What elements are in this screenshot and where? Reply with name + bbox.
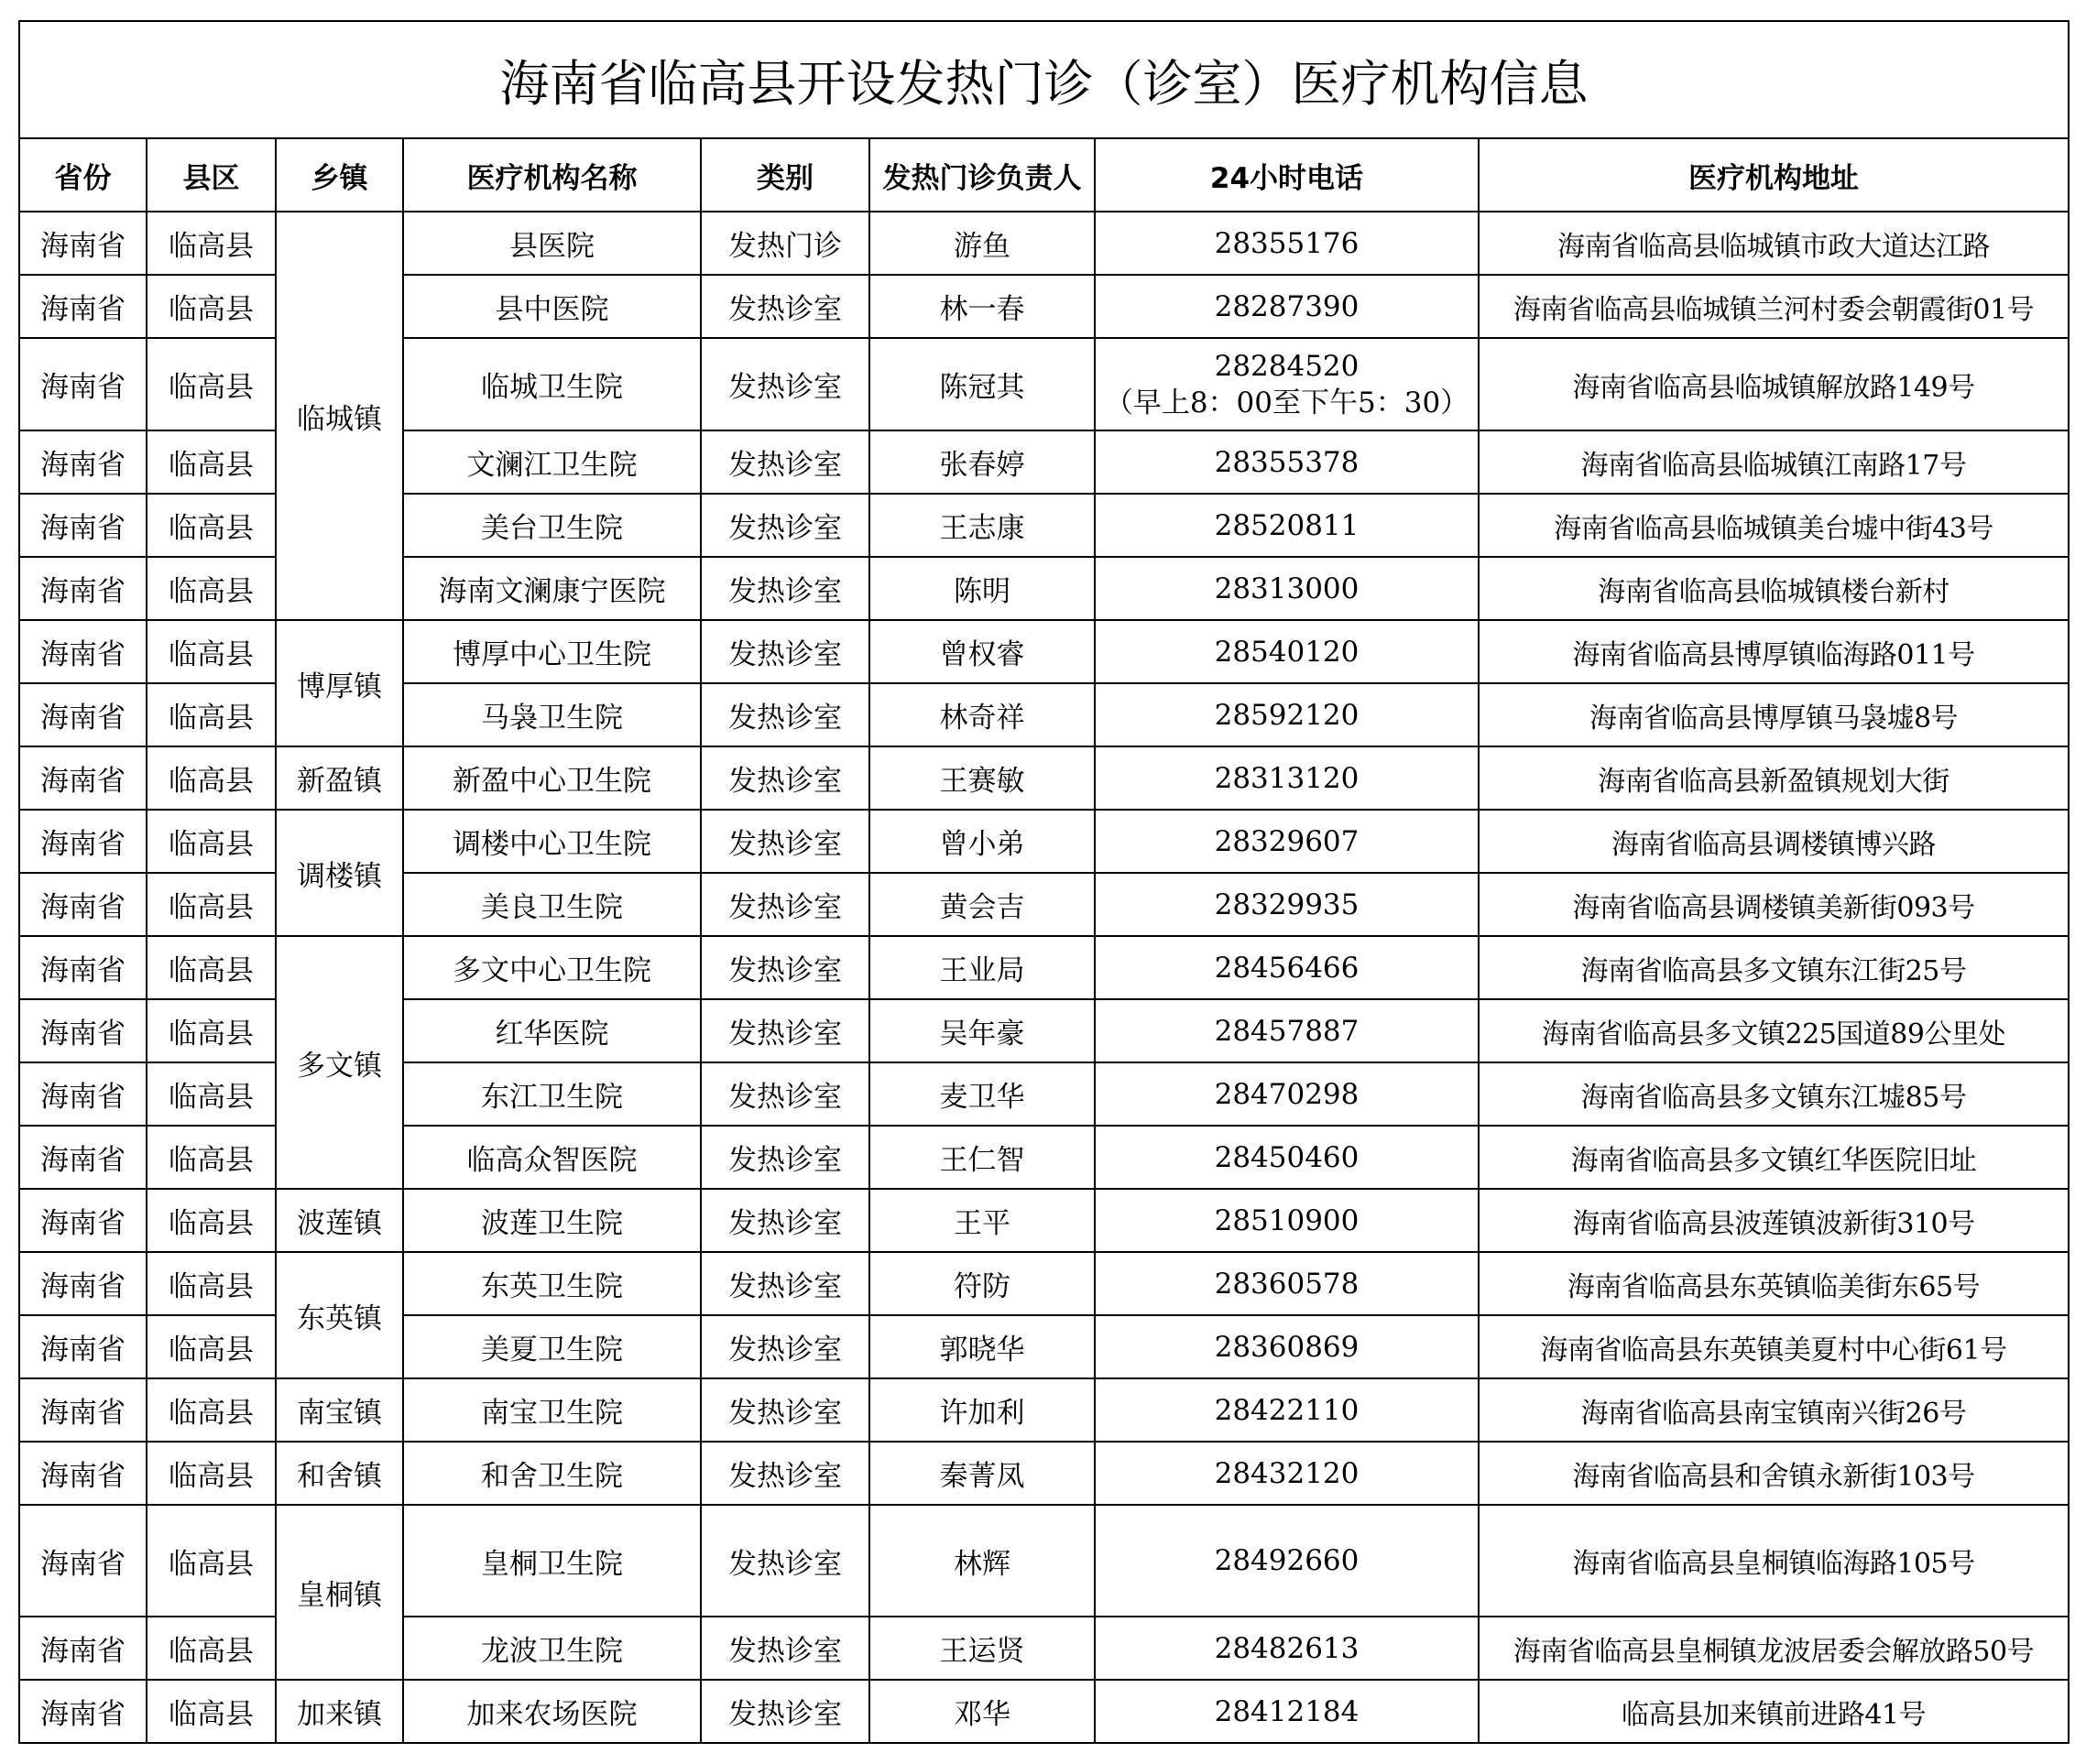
- phone-cell: 28492660: [1095, 1505, 1479, 1617]
- category-cell: 发热诊室: [701, 1617, 869, 1680]
- county-cell: 临高县: [147, 1378, 276, 1442]
- fever-clinic-table: [18, 20, 2070, 1744]
- category-cell: 发热诊室: [701, 1442, 869, 1505]
- person-cell: 游鱼: [869, 212, 1095, 275]
- category-cell: 发热诊室: [701, 1680, 869, 1743]
- category-cell: 发热诊室: [701, 275, 869, 338]
- table-body: [19, 212, 2069, 1743]
- institution-name-cell: 和舍卫生院: [403, 1442, 701, 1505]
- town-cell: 东英镇: [276, 1252, 403, 1378]
- institution-name-cell: 美良卫生院: [403, 873, 701, 936]
- province-cell: 海南省: [19, 1680, 147, 1743]
- town-cell: 博厚镇: [276, 620, 403, 746]
- table-row: [19, 1505, 2069, 1617]
- county-cell: 临高县: [147, 1505, 276, 1617]
- address-cell: 海南省临高县博厚镇临海路011号: [1479, 620, 2069, 683]
- category-cell: 发热诊室: [701, 1062, 869, 1126]
- address-cell: 海南省临高县调楼镇美新街093号: [1479, 873, 2069, 936]
- person-cell: 林奇祥: [869, 683, 1095, 746]
- table-row: [19, 746, 2069, 810]
- province-cell: 海南省: [19, 338, 147, 430]
- category-cell: 发热诊室: [701, 1126, 869, 1189]
- phone-number: 28284520: [1214, 349, 1360, 383]
- province-cell: 海南省: [19, 1617, 147, 1680]
- province-cell: 海南省: [19, 873, 147, 936]
- institution-name-cell: 临高众智医院: [403, 1126, 701, 1189]
- category-cell: 发热诊室: [701, 936, 869, 999]
- category-cell: 发热诊室: [701, 494, 869, 557]
- phone-cell: 28329607: [1095, 810, 1479, 873]
- header-institution-name: 医疗机构名称: [403, 138, 701, 212]
- address-cell: 海南省临高县东英镇美夏村中心街61号: [1479, 1315, 2069, 1378]
- institution-name-cell: 博厚中心卫生院: [403, 620, 701, 683]
- town-cell: 临城镇: [276, 212, 403, 620]
- institution-name-cell: 文澜江卫生院: [403, 430, 701, 494]
- province-cell: 海南省: [19, 557, 147, 620]
- county-cell: 临高县: [147, 810, 276, 873]
- phone-cell: 28592120: [1095, 683, 1479, 746]
- phone-cell: 28450460: [1095, 1126, 1479, 1189]
- category-cell: 发热诊室: [701, 873, 869, 936]
- address-cell: 海南省临高县南宝镇南兴街26号: [1479, 1378, 2069, 1442]
- category-cell: 发热诊室: [701, 557, 869, 620]
- institution-name-cell: 东英卫生院: [403, 1252, 701, 1315]
- county-cell: 临高县: [147, 275, 276, 338]
- institution-name-cell: 临城卫生院: [403, 338, 701, 430]
- person-cell: 黄会吉: [869, 873, 1095, 936]
- table-row: [19, 620, 2069, 683]
- address-cell: 海南省临高县东英镇临美街东65号: [1479, 1252, 2069, 1315]
- county-cell: 临高县: [147, 494, 276, 557]
- county-cell: 临高县: [147, 557, 276, 620]
- header-county: 县区: [147, 138, 276, 212]
- institution-name-cell: 调楼中心卫生院: [403, 810, 701, 873]
- category-cell: 发热诊室: [701, 999, 869, 1062]
- header-phone: 24小时电话: [1095, 138, 1479, 212]
- province-cell: 海南省: [19, 1378, 147, 1442]
- address-cell: 海南省临高县波莲镇波新街310号: [1479, 1189, 2069, 1252]
- phone-cell: 28360869: [1095, 1315, 1479, 1378]
- category-cell: 发热诊室: [701, 1315, 869, 1378]
- phone-cell: 28355176: [1095, 212, 1479, 275]
- person-cell: 张春婷: [869, 430, 1095, 494]
- institution-name-cell: 县医院: [403, 212, 701, 275]
- table-row: [19, 212, 2069, 275]
- category-cell: 发热诊室: [701, 1505, 869, 1617]
- institution-name-cell: 马袅卫生院: [403, 683, 701, 746]
- province-cell: 海南省: [19, 620, 147, 683]
- province-cell: 海南省: [19, 810, 147, 873]
- phone-cell: 28422110: [1095, 1378, 1479, 1442]
- province-cell: 海南省: [19, 212, 147, 275]
- person-cell: 符防: [869, 1252, 1095, 1315]
- phone-cell: 28456466: [1095, 936, 1479, 999]
- province-cell: 海南省: [19, 1062, 147, 1126]
- county-cell: 临高县: [147, 1126, 276, 1189]
- institution-name-cell: 美台卫生院: [403, 494, 701, 557]
- person-cell: 王平: [869, 1189, 1095, 1252]
- category-cell: 发热诊室: [701, 620, 869, 683]
- person-cell: 陈明: [869, 557, 1095, 620]
- category-cell: 发热诊室: [701, 430, 869, 494]
- table-row: [19, 936, 2069, 999]
- province-cell: 海南省: [19, 494, 147, 557]
- page-title: 海南省临高县开设发热门诊（诊室）医疗机构信息: [19, 21, 2069, 138]
- institution-name-cell: 新盈中心卫生院: [403, 746, 701, 810]
- address-cell: 海南省临高县多文镇东江墟85号: [1479, 1062, 2069, 1126]
- category-cell: 发热诊室: [701, 1252, 869, 1315]
- institution-name-cell: 多文中心卫生院: [403, 936, 701, 999]
- category-cell: 发热诊室: [701, 1378, 869, 1442]
- county-cell: 临高县: [147, 1442, 276, 1505]
- category-cell: 发热门诊: [701, 212, 869, 275]
- person-cell: 秦菁凤: [869, 1442, 1095, 1505]
- person-cell: 王仁智: [869, 1126, 1095, 1189]
- county-cell: 临高县: [147, 683, 276, 746]
- county-cell: 临高县: [147, 1189, 276, 1252]
- phone-cell: 28432120: [1095, 1442, 1479, 1505]
- county-cell: 临高县: [147, 212, 276, 275]
- county-cell: 临高县: [147, 430, 276, 494]
- phone-cell: 28313120: [1095, 746, 1479, 810]
- address-cell: 海南省临高县临城镇江南路17号: [1479, 430, 2069, 494]
- person-cell: 许加利: [869, 1378, 1095, 1442]
- institution-name-cell: 海南文澜康宁医院: [403, 557, 701, 620]
- table-row: [19, 1680, 2069, 1743]
- province-cell: 海南省: [19, 1189, 147, 1252]
- institution-name-cell: 龙波卫生院: [403, 1617, 701, 1680]
- address-cell: 海南省临高县博厚镇马袅墟8号: [1479, 683, 2069, 746]
- person-cell: 陈冠其: [869, 338, 1095, 430]
- category-cell: 发热诊室: [701, 338, 869, 430]
- address-cell: 海南省临高县临城镇市政大道达江路: [1479, 212, 2069, 275]
- table-row: [19, 1252, 2069, 1315]
- phone-cell: 28510900: [1095, 1189, 1479, 1252]
- province-cell: 海南省: [19, 1442, 147, 1505]
- person-cell: 吴年豪: [869, 999, 1095, 1062]
- phone-cell: 28520811: [1095, 494, 1479, 557]
- county-cell: 临高县: [147, 1617, 276, 1680]
- town-cell: 和舍镇: [276, 1442, 403, 1505]
- county-cell: 临高县: [147, 936, 276, 999]
- town-cell: 调楼镇: [276, 810, 403, 936]
- person-cell: 王志康: [869, 494, 1095, 557]
- institution-name-cell: 东江卫生院: [403, 1062, 701, 1126]
- header-person-in-charge: 发热门诊负责人: [869, 138, 1095, 212]
- institution-name-cell: 美夏卫生院: [403, 1315, 701, 1378]
- address-cell: 海南省临高县临城镇兰河村委会朝霞街01号: [1479, 275, 2069, 338]
- county-cell: 临高县: [147, 1252, 276, 1315]
- person-cell: 王业局: [869, 936, 1095, 999]
- province-cell: 海南省: [19, 746, 147, 810]
- province-cell: 海南省: [19, 936, 147, 999]
- province-cell: 海南省: [19, 430, 147, 494]
- address-cell: 海南省临高县调楼镇博兴路: [1479, 810, 2069, 873]
- address-cell: 海南省临高县临城镇楼台新村: [1479, 557, 2069, 620]
- institution-name-cell: 皇桐卫生院: [403, 1505, 701, 1617]
- person-cell: 曾小弟: [869, 810, 1095, 873]
- province-cell: 海南省: [19, 683, 147, 746]
- province-cell: 海南省: [19, 999, 147, 1062]
- county-cell: 临高县: [147, 1315, 276, 1378]
- province-cell: 海南省: [19, 1505, 147, 1617]
- phone-cell: 28457887: [1095, 999, 1479, 1062]
- town-cell: 南宝镇: [276, 1378, 403, 1442]
- county-cell: 临高县: [147, 338, 276, 430]
- address-cell: 海南省临高县临城镇美台墟中街43号: [1479, 494, 2069, 557]
- person-cell: 郭晓华: [869, 1315, 1095, 1378]
- person-cell: 麦卫华: [869, 1062, 1095, 1126]
- phone-cell: 28355378: [1095, 430, 1479, 494]
- table-row: [19, 810, 2069, 873]
- address-cell: 海南省临高县多文镇东江街25号: [1479, 936, 2069, 999]
- address-cell: 海南省临高县皇桐镇临海路105号: [1479, 1505, 2069, 1617]
- county-cell: 临高县: [147, 873, 276, 936]
- county-cell: 临高县: [147, 620, 276, 683]
- county-cell: 临高县: [147, 746, 276, 810]
- category-cell: 发热诊室: [701, 746, 869, 810]
- institution-name-cell: 加来农场医院: [403, 1680, 701, 1743]
- address-cell: 临高县加来镇前进路41号: [1479, 1680, 2069, 1743]
- province-cell: 海南省: [19, 1126, 147, 1189]
- person-cell: 邓华: [869, 1680, 1095, 1743]
- province-cell: 海南省: [19, 275, 147, 338]
- address-cell: 海南省临高县新盈镇规划大街: [1479, 746, 2069, 810]
- address-cell: 海南省临高县和舍镇永新街103号: [1479, 1442, 2069, 1505]
- person-cell: 曾权睿: [869, 620, 1095, 683]
- phone-cell: 28360578: [1095, 1252, 1479, 1315]
- town-cell: 皇桐镇: [276, 1505, 403, 1680]
- province-cell: 海南省: [19, 1252, 147, 1315]
- category-cell: 发热诊室: [701, 810, 869, 873]
- table-row: [19, 1189, 2069, 1252]
- header-row: [19, 138, 2069, 212]
- phone-cell: 28329935: [1095, 873, 1479, 936]
- town-cell: 多文镇: [276, 936, 403, 1189]
- person-cell: 王赛敏: [869, 746, 1095, 810]
- institution-name-cell: 南宝卫生院: [403, 1378, 701, 1442]
- category-cell: 发热诊室: [701, 683, 869, 746]
- table-row: [19, 1378, 2069, 1442]
- province-cell: 海南省: [19, 1315, 147, 1378]
- institution-name-cell: 红华医院: [403, 999, 701, 1062]
- phone-cell: 28482613: [1095, 1617, 1479, 1680]
- address-cell: 海南省临高县多文镇225国道89公里处: [1479, 999, 2069, 1062]
- phone-cell: 28540120: [1095, 620, 1479, 683]
- header-category: 类别: [701, 138, 869, 212]
- person-cell: 林一春: [869, 275, 1095, 338]
- address-cell: 海南省临高县皇桐镇龙波居委会解放路50号: [1479, 1617, 2069, 1680]
- header-address: 医疗机构地址: [1479, 138, 2069, 212]
- header-town: 乡镇: [276, 138, 403, 212]
- table-row: [19, 1442, 2069, 1505]
- phone-cell: [1095, 338, 1479, 430]
- phone-cell: 28313000: [1095, 557, 1479, 620]
- county-cell: 临高县: [147, 1062, 276, 1126]
- town-cell: 新盈镇: [276, 746, 403, 810]
- county-cell: 临高县: [147, 1680, 276, 1743]
- town-cell: 波莲镇: [276, 1189, 403, 1252]
- phone-cell: 28470298: [1095, 1062, 1479, 1126]
- header-province: 省份: [19, 138, 147, 212]
- category-cell: 发热诊室: [701, 1189, 869, 1252]
- phone-hours-note: （早上8：00至下午5：30）: [1104, 386, 1469, 419]
- person-cell: 林辉: [869, 1505, 1095, 1617]
- phone-cell: 28412184: [1095, 1680, 1479, 1743]
- address-cell: 海南省临高县临城镇解放路149号: [1479, 338, 2069, 430]
- institution-name-cell: 波莲卫生院: [403, 1189, 701, 1252]
- county-cell: 临高县: [147, 999, 276, 1062]
- phone-cell: 28287390: [1095, 275, 1479, 338]
- address-cell: 海南省临高县多文镇红华医院旧址: [1479, 1126, 2069, 1189]
- town-cell: 加来镇: [276, 1680, 403, 1743]
- institution-name-cell: 县中医院: [403, 275, 701, 338]
- person-cell: 王运贤: [869, 1617, 1095, 1680]
